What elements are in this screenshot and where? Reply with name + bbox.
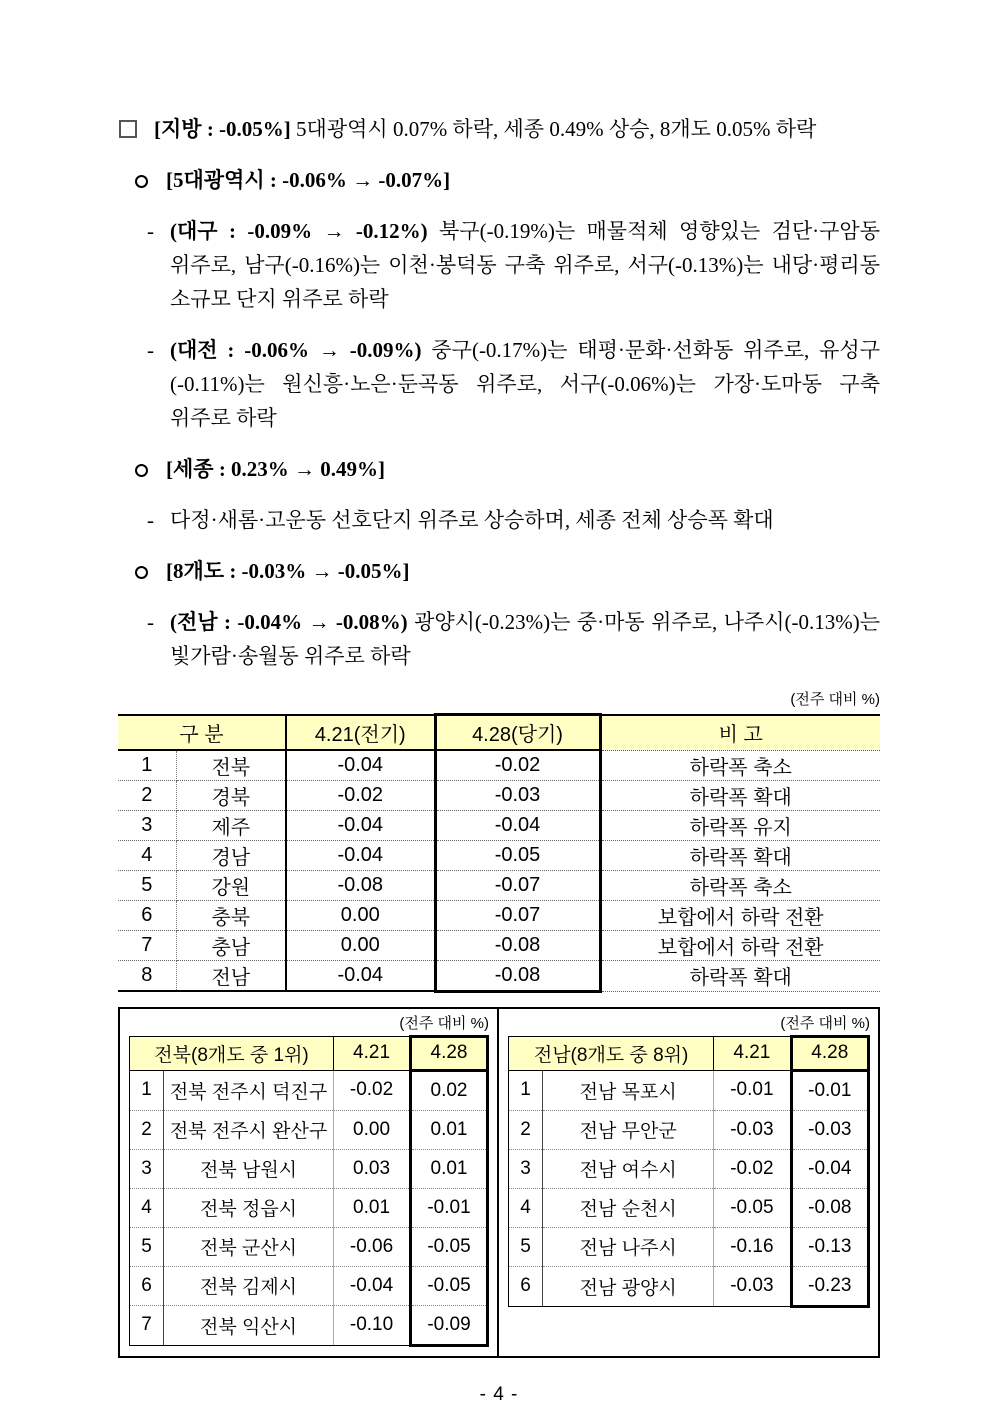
table-row <box>509 1188 869 1227</box>
sub-table-title: 전남(8개도 중 8위) <box>509 1036 714 1070</box>
curr-value-cell: -0.05 <box>411 1266 488 1305</box>
table-row <box>130 1266 488 1305</box>
body-text: 중구(-0.17%)는 태평·문화·선화동 위주로, 유성구(-0.11%)는 원신흥·노은·둔곡동 위주로, 서구(-0.06%)는 가장·도마동 구축 위주로 하락 <box>170 338 880 430</box>
paragraph <box>118 452 880 486</box>
region-name-cell: 전남 여수시 <box>543 1149 714 1188</box>
region-name-cell: 충북 <box>176 901 286 931</box>
table-row <box>118 871 880 901</box>
paragraph <box>118 163 880 197</box>
curr-value-cell: -0.09 <box>411 1305 488 1345</box>
curr-value-cell: -0.23 <box>791 1266 868 1306</box>
jeonbuk-table <box>129 1035 489 1347</box>
regional-summary-table-head <box>118 715 880 751</box>
region-name-cell: 제주 <box>176 811 286 841</box>
region-name-cell: 충남 <box>176 931 286 961</box>
remark-cell: 하락폭 확대 <box>600 781 880 811</box>
emphasis-text: [8개도 : -0.03% → -0.05%] <box>166 559 410 583</box>
row-number-cell: 2 <box>130 1110 164 1149</box>
curr-value-cell: -0.04 <box>435 811 600 841</box>
row-number-cell: 1 <box>509 1070 543 1110</box>
curr-value-cell: 0.02 <box>411 1070 488 1110</box>
curr-value-cell: -0.13 <box>791 1227 868 1266</box>
main-table-note: (전주 대비 %) <box>790 691 880 708</box>
remark-cell: 하락폭 확대 <box>600 961 880 992</box>
row-number-cell: 2 <box>118 781 176 811</box>
paragraph <box>118 605 880 673</box>
prev-value-cell: -0.04 <box>334 1266 411 1305</box>
emphasis-text: [5대광역시 : -0.06% → -0.07%] <box>166 168 451 192</box>
region-name-cell: 전북 전주시 완산구 <box>164 1110 334 1149</box>
table-row <box>118 841 880 871</box>
prev-value-cell: -0.03 <box>714 1110 791 1149</box>
prev-value-cell: -0.04 <box>286 750 435 781</box>
curr-value-cell: -0.07 <box>435 871 600 901</box>
jeonnam-table <box>508 1035 870 1308</box>
regional-summary-table <box>118 713 880 993</box>
prev-value-cell: 0.00 <box>286 931 435 961</box>
row-number-cell: 3 <box>130 1149 164 1188</box>
row-number-cell: 3 <box>509 1149 543 1188</box>
region-name-cell: 전남 목포시 <box>543 1070 714 1110</box>
curr-value-cell: -0.03 <box>791 1110 868 1149</box>
remark-cell: 하락폭 유지 <box>600 811 880 841</box>
curr-value-cell: -0.08 <box>791 1188 868 1227</box>
curr-value-cell: 0.01 <box>411 1110 488 1149</box>
table-row <box>509 1070 869 1110</box>
region-name-cell: 전북 남원시 <box>164 1149 334 1188</box>
row-number-cell: 6 <box>509 1266 543 1306</box>
prev-value-cell: -0.10 <box>334 1305 411 1345</box>
prev-value-cell: -0.04 <box>286 961 435 992</box>
paragraph <box>118 333 880 435</box>
emphasis-text: (대전 : -0.06% → -0.09%) <box>170 338 422 362</box>
prev-value-cell: -0.08 <box>286 871 435 901</box>
header-row <box>509 1036 869 1070</box>
table-row <box>118 750 880 781</box>
row-number-cell: 1 <box>130 1070 164 1110</box>
region-name-cell: 전남 순천시 <box>543 1188 714 1227</box>
row-number-cell: 5 <box>130 1227 164 1266</box>
table-row <box>130 1188 488 1227</box>
row-number-cell: 5 <box>118 871 176 901</box>
table-row <box>118 961 880 992</box>
prev-value-cell: -0.04 <box>286 841 435 871</box>
table-row <box>118 901 880 931</box>
region-name-cell: 전남 광양시 <box>543 1266 714 1306</box>
table-row <box>509 1149 869 1188</box>
curr-value-cell: -0.01 <box>411 1188 488 1227</box>
body-text: 다정·새롬·고운동 선호단지 위주로 상승하며, 세종 전체 상승폭 확대 <box>170 508 774 532</box>
row-number-cell: 7 <box>118 931 176 961</box>
prev-value-cell: -0.06 <box>334 1227 411 1266</box>
jeonnam-table-note: (전주 대비 %) <box>780 1014 870 1032</box>
prev-value-cell: -0.04 <box>286 811 435 841</box>
circle-bullet-icon <box>135 464 148 477</box>
prev-value-cell: -0.02 <box>714 1149 791 1188</box>
row-number-cell: 4 <box>118 841 176 871</box>
table-row <box>130 1149 488 1188</box>
paragraph <box>118 503 880 537</box>
row-number-cell: 7 <box>130 1305 164 1345</box>
curr-value-cell: -0.02 <box>435 750 600 781</box>
prev-value-cell: 0.00 <box>334 1110 411 1149</box>
prev-value-cell: 0.01 <box>334 1188 411 1227</box>
prev-value-cell: -0.01 <box>714 1070 791 1110</box>
paragraph <box>118 214 880 316</box>
region-name-cell: 전북 정읍시 <box>164 1188 334 1227</box>
jeonbuk-table-note: (전주 대비 %) <box>399 1014 489 1032</box>
header-row <box>118 715 880 751</box>
jeonnam-panel <box>499 1009 878 1356</box>
table-row <box>130 1070 488 1110</box>
region-name-cell: 경북 <box>176 781 286 811</box>
remark-cell: 하락폭 확대 <box>600 841 880 871</box>
page-number: - 4 - <box>479 1383 519 1405</box>
header-row <box>130 1036 488 1070</box>
prev-value-cell: 0.00 <box>286 901 435 931</box>
region-name-cell: 전북 전주시 덕진구 <box>164 1070 334 1110</box>
body-text: 5대광역시 0.07% 하락, 세종 0.49% 상승, 8개도 0.05% 하락 <box>296 117 817 141</box>
row-number-cell: 1 <box>118 750 176 781</box>
region-name-cell: 전남 나주시 <box>543 1227 714 1266</box>
region-name-cell: 전북 김제시 <box>164 1266 334 1305</box>
curr-value-cell: -0.07 <box>435 901 600 931</box>
region-name-cell: 전남 <box>176 961 286 992</box>
header-cell-prev: 4.21 <box>714 1036 791 1070</box>
sub-tables-box <box>118 1007 880 1358</box>
emphasis-text: (전남 : -0.04% → -0.08%) <box>170 610 408 634</box>
prev-value-cell: -0.02 <box>286 781 435 811</box>
row-number-cell: 4 <box>130 1188 164 1227</box>
region-name-cell: 전북 군산시 <box>164 1227 334 1266</box>
table-row <box>509 1227 869 1266</box>
table-row <box>509 1266 869 1306</box>
region-name-cell: 전북 익산시 <box>164 1305 334 1345</box>
body-text: 광양시(-0.23%)는 중·마동 위주로, 나주시(-0.13%)는 빛가람·송월동 위주로 하락 <box>170 610 880 668</box>
emphasis-text: (대구 : -0.09% → -0.12%) <box>170 219 428 243</box>
region-name-cell: 강원 <box>176 871 286 901</box>
dash-bullet: - <box>147 219 154 243</box>
header-cell-category: 구 분 <box>118 715 286 751</box>
regional-summary-table-body <box>118 750 880 991</box>
paragraph <box>118 112 880 146</box>
body-text: 북구(-0.19%)는 매물적체 영향있는 검단·구암동 위주로, 남구(-0.16%)는 이천·봉덕동 구축 위주로, 서구(-0.13%)는 내당·평리동 소규모 단지 위주로 하락 <box>170 219 881 311</box>
prev-value-cell: -0.02 <box>334 1070 411 1110</box>
region-name-cell: 전북 <box>176 750 286 781</box>
curr-value-cell: -0.08 <box>435 931 600 961</box>
prev-value-cell: -0.05 <box>714 1188 791 1227</box>
remark-cell: 보합에서 하락 전환 <box>600 901 880 931</box>
header-cell-prev: 4.21 <box>334 1036 411 1070</box>
row-number-cell: 4 <box>509 1188 543 1227</box>
row-number-cell: 8 <box>118 961 176 992</box>
header-cell-curr: 4.28 <box>791 1036 868 1070</box>
table-row <box>130 1110 488 1149</box>
curr-value-cell: -0.03 <box>435 781 600 811</box>
row-number-cell: 5 <box>509 1227 543 1266</box>
circle-bullet-icon <box>135 175 148 188</box>
emphasis-text: [지방 : -0.05%] <box>154 117 291 141</box>
row-number-cell: 3 <box>118 811 176 841</box>
curr-value-cell: 0.01 <box>411 1149 488 1188</box>
jeonbuk-panel <box>120 1009 499 1356</box>
table-row <box>509 1110 869 1149</box>
prev-value-cell: -0.03 <box>714 1266 791 1306</box>
table-row <box>118 781 880 811</box>
row-number-cell: 6 <box>118 901 176 931</box>
row-number-cell: 2 <box>509 1110 543 1149</box>
header-cell-prev: 4.21(전기) <box>286 715 435 751</box>
table-row <box>118 931 880 961</box>
emphasis-text: [세종 : 0.23% → 0.49%] <box>166 457 386 481</box>
header-cell-curr: 4.28 <box>411 1036 488 1070</box>
region-name-cell: 경남 <box>176 841 286 871</box>
curr-value-cell: -0.01 <box>791 1070 868 1110</box>
prev-value-cell: 0.03 <box>334 1149 411 1188</box>
remark-cell: 보합에서 하락 전환 <box>600 931 880 961</box>
curr-value-cell: -0.05 <box>411 1227 488 1266</box>
table-row <box>130 1305 488 1345</box>
remark-cell: 하락폭 축소 <box>600 871 880 901</box>
table-row <box>118 811 880 841</box>
header-cell-remark: 비 고 <box>600 715 880 751</box>
table-row <box>130 1227 488 1266</box>
remark-cell: 하락폭 축소 <box>600 750 880 781</box>
row-number-cell: 6 <box>130 1266 164 1305</box>
header-cell-curr: 4.28(당기) <box>435 715 600 751</box>
prev-value-cell: -0.16 <box>714 1227 791 1266</box>
curr-value-cell: -0.04 <box>791 1149 868 1188</box>
sub-table-title: 전북(8개도 중 1위) <box>130 1036 334 1070</box>
body-content <box>118 112 880 673</box>
circle-bullet-icon <box>135 566 148 579</box>
dash-bullet: - <box>147 508 154 532</box>
dash-bullet: - <box>147 338 154 362</box>
region-name-cell: 전남 무안군 <box>543 1110 714 1149</box>
paragraph <box>118 554 880 588</box>
square-bullet-icon <box>119 120 137 138</box>
curr-value-cell: -0.05 <box>435 841 600 871</box>
dash-bullet: - <box>147 610 154 634</box>
curr-value-cell: -0.08 <box>435 961 600 992</box>
